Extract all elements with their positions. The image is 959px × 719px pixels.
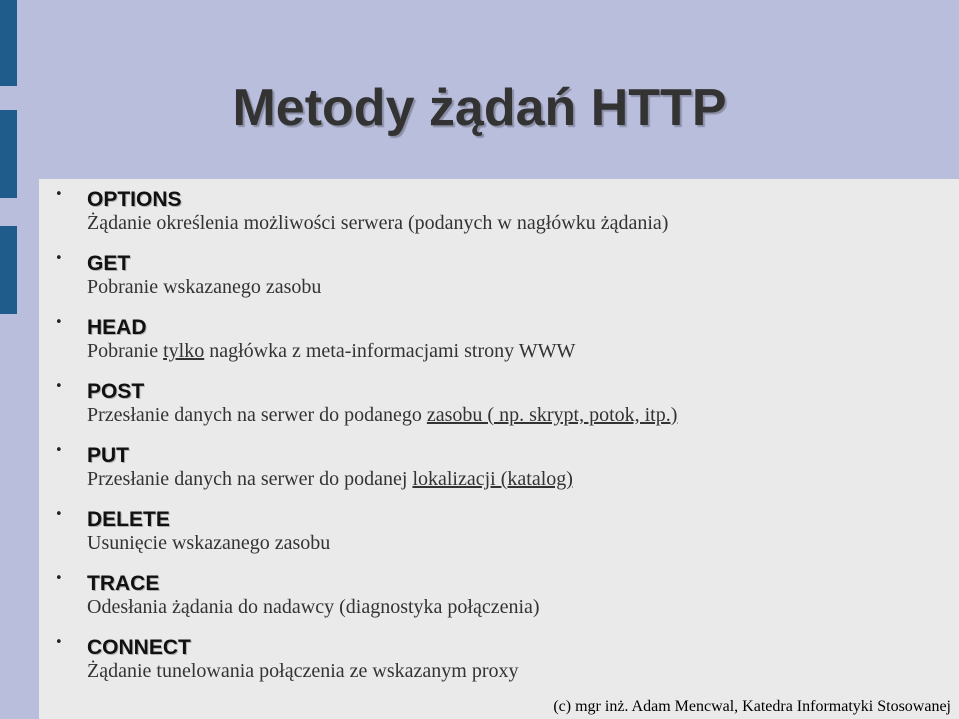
method-description: Żądanie określenia możliwości serwera (podanych w nagłówku żądania) [87,212,669,234]
method-name: POST [87,380,145,403]
list-item-connect [55,629,677,693]
list-item-delete [55,501,677,565]
method-description: Żądanie tunelowania połączenia ze wskazanym proxy [87,660,519,682]
bullet-icon: • [55,251,63,266]
bullet-icon: • [55,187,63,202]
method-name: GET [87,252,131,275]
bullet-icon: • [55,443,63,458]
list-item-put [55,437,677,501]
method-name: PUT [87,444,129,467]
method-name: DELETE [87,508,170,531]
method-description: Pobranie wskazanego zasobu [87,276,322,298]
list-item-head [55,309,677,373]
bullet-icon: • [55,571,63,586]
method-description: Pobranie tylko nagłówka z meta-informacjami strony WWW [87,340,576,362]
list-item-trace [55,565,677,629]
method-name: HEAD [87,316,147,339]
bullet-icon: • [55,379,63,394]
bullet-icon: • [55,635,63,650]
list-item-get [55,245,677,309]
method-list [55,181,678,693]
method-description: Usunięcie wskazanego zasobu [87,532,331,554]
method-name: CONNECT [87,636,191,659]
accent-bar [0,226,17,314]
bullet-icon: • [55,507,63,522]
method-description: Przesłanie danych na serwer do podanego zasobu ( np. skrypt, potok, itp.) [87,404,678,426]
method-name: TRACE [87,572,160,595]
accent-bar [0,0,17,86]
list-item-post [55,373,678,437]
list-item-options [55,181,677,245]
slide-title: Metody żądań HTTP [232,79,727,137]
method-description: Przesłanie danych na serwer do podanej lokalizacji (katalog) [87,468,573,490]
method-name: OPTIONS [87,188,182,211]
footer-credit: (c) mgr inż. Adam Mencwal, Katedra Informatyki Stosowanej [553,698,951,715]
method-description: Odesłania żądania do nadawcy (diagnostyka połączenia) [87,596,540,618]
bullet-icon: • [55,315,63,330]
